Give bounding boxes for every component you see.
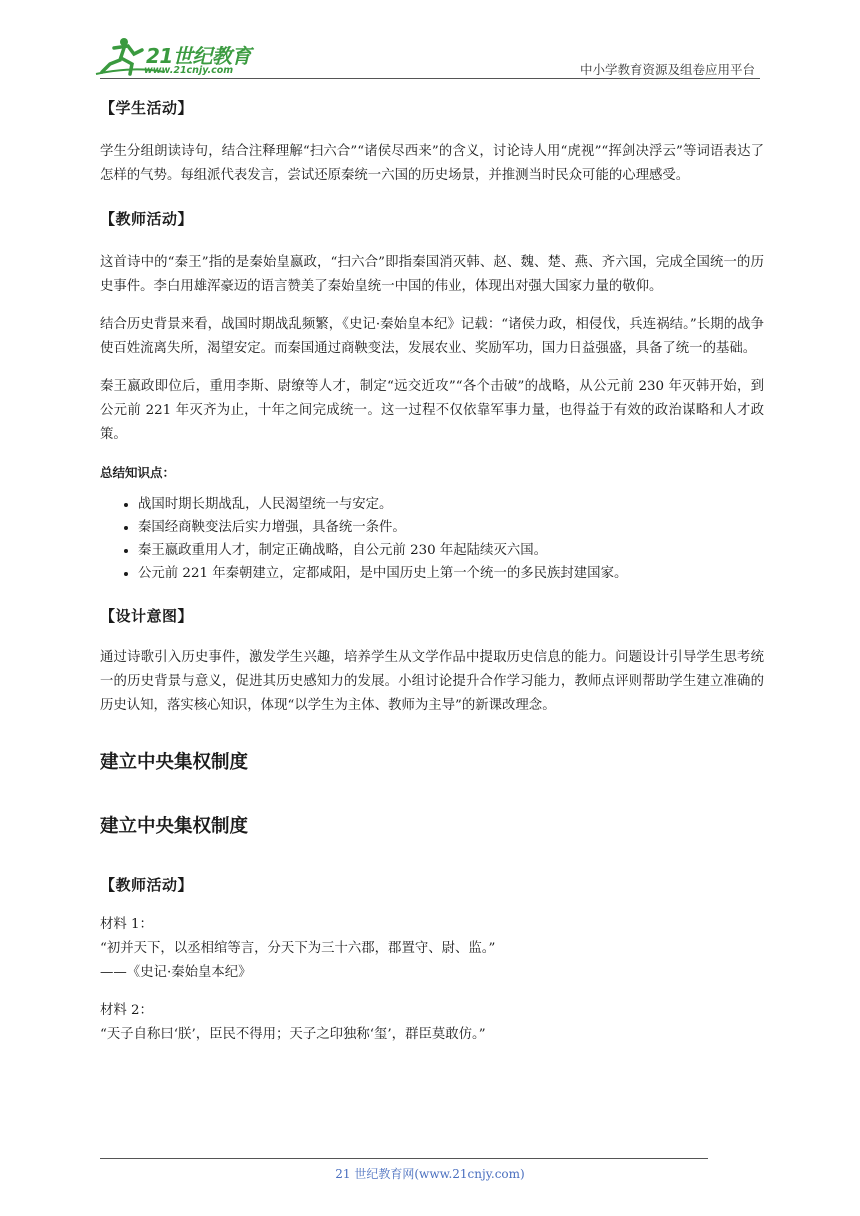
teacher-paragraph-2: 结合历史背景来看，战国时期战乱频繁，《史记·秦始皇本纪》记载：“诸侯力政，相侵伐，兵连祸结。”长期的战争使百姓流离失所，渴望安定。而秦国通过商鞅变法，发展农业、奖励军功，国力日益强盛，具备了统一的基础。 (100, 317, 764, 356)
site-logo[interactable] (94, 34, 264, 78)
document-body (100, 94, 764, 1047)
platform-name: 中小学教育资源及组卷应用平台 (579, 62, 755, 77)
footer-divider (100, 1158, 708, 1159)
student-activity-text: 学生分组朗读诗句，结合注释理解“扫六合”“诸侯尽西来”的含义，讨论诗人用“虎视”“挥剑决浮云”等词语表达了怎样的气势。每组派代表发言，尝试还原秦统一六国的历史场景，并推测当时民众可能的心理感受。 (100, 144, 764, 183)
material-1-title: 材料 1： (100, 917, 153, 932)
logo-url: www.21cnjy.com (144, 65, 234, 76)
list-item: • 秦国经商鞅变法后实力增强，具备统一条件。 (138, 516, 764, 539)
student-activity-label: 【学生活动】 (100, 99, 194, 117)
logo-title: 21世纪教育 (146, 44, 251, 68)
teacher-activity-label: 【教师活动】 (100, 210, 194, 228)
list-item: • 秦王嬴政重用人才，制定正确战略，自公元前 230 年起陆续灭六国。 (138, 539, 764, 562)
footer-link[interactable]: 21 世纪教育网(www.21cnjy.com) (335, 1167, 525, 1181)
material-1-quote: “初并天下，以丞相绾等言，分天下为三十六郡，郡置守、尉、监。” (100, 941, 496, 956)
design-intent-label: 【设计意图】 (100, 607, 194, 625)
material-1-source: ——《史记·秦始皇本纪》 (100, 965, 252, 980)
summary-label: 总结知识点： (100, 465, 176, 480)
section-heading: 建立中央集权制度 (100, 752, 249, 773)
teacher-paragraph-3: 秦王嬴政即位后，重用李斯、尉缭等人才，制定“远交近攻”“各个击破”的战略，从公元前 230 年灭韩开始，到公元前 221 年灭齐为止，十年之间完成统一。这一过程不仅依靠军事力量，也得益于有效的政治谋略和人才政策。 (100, 379, 764, 442)
list-item: • 公元前 221 年秦朝建立，定都咸阳，是中国历史上第一个统一的多民族封建国家。 (138, 562, 764, 585)
teacher-activity-label-2: 【教师活动】 (100, 876, 194, 894)
section-heading: 建立中央集权制度 (100, 816, 249, 837)
list-item: • 战国时期长期战乱，人民渴望统一与安定。 (138, 493, 764, 516)
summary-list (100, 493, 764, 585)
page-header (0, 0, 860, 80)
header-divider (100, 78, 760, 79)
material-2-quote: “天子自称曰‘朕’，臣民不得用；天子之印独称‘玺’，群臣莫敢仿。” (100, 1027, 486, 1042)
teacher-paragraph-1: 这首诗中的“秦王”指的是秦始皇嬴政，“扫六合”即指秦国消灭韩、赵、魏、楚、燕、齐六国，完成全国统一的历史事件。李白用雄浑豪迈的语言赞美了秦始皇统一中国的伟业，体现出对强大国家力量的敬仰。 (100, 255, 764, 294)
design-intent-text: 通过诗歌引入历史事件，激发学生兴趣，培养学生从文学作品中提取历史信息的能力。问题设计引导学生思考统一的历史背景与意义，促进其历史感知力的发展。小组讨论提升合作学习能力，教师点评则帮助学生建立准确的历史认知，落实核心知识，体现“以学生为主体、教师为主导”的新课改理念。 (100, 650, 764, 713)
material-2-title: 材料 2： (100, 1003, 153, 1018)
